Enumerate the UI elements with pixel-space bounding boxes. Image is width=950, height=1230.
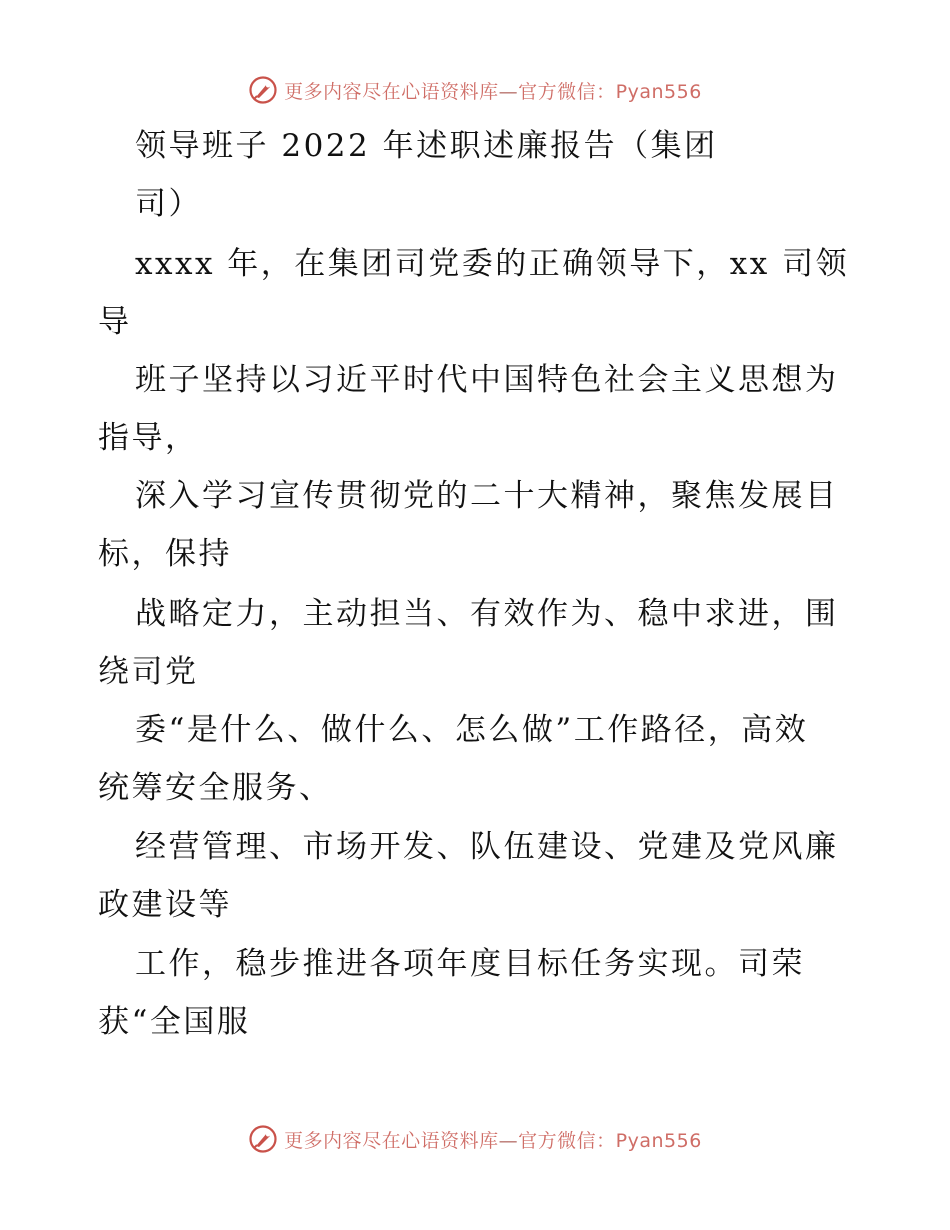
- paragraph-line: 标，保持: [98, 536, 232, 572]
- document-title-line-1: 领导班子 2022 年述职述廉报告（集团: [135, 128, 718, 164]
- paragraph-line: 指导，: [98, 420, 199, 456]
- pen-nib-circle-icon: [248, 1124, 278, 1154]
- paragraph-line: 战略定力，主动担当、有效作为、稳中求进，围: [135, 596, 839, 632]
- paragraph-line: 统筹安全服务、: [98, 770, 333, 806]
- paragraph-line: 绕司党: [98, 654, 199, 690]
- paragraph-line: 班子坚持以习近平时代中国特色社会主义思想为: [135, 362, 839, 398]
- paragraph-line: 经营管理、市场开发、队伍建设、党建及党风廉: [135, 829, 839, 865]
- paragraph-line: 获“全国服: [98, 1004, 251, 1040]
- watermark-text: 更多内容尽在心语资料库—官方微信：Pyan556: [284, 80, 702, 103]
- paragraph-line: 委“是什么、做什么、怎么做”工作路径，高效: [135, 712, 809, 748]
- paragraph-line: 工作，稳步推进各项年度目标任务实现。司荣: [135, 946, 805, 982]
- paragraph-line: 导: [98, 304, 132, 340]
- document-title-line-2: 司）: [135, 186, 202, 222]
- watermark-text: 更多内容尽在心语资料库—官方微信：Pyan556: [284, 1129, 702, 1152]
- watermark-banner-bottom: [0, 1121, 950, 1157]
- paragraph-line: 深入学习宣传贯彻党的二十大精神，聚焦发展目: [135, 478, 839, 514]
- paragraph-line: xxxx 年，在集团司党委的正确领导下，xx 司领: [135, 246, 850, 282]
- paragraph-line: 政建设等: [98, 887, 232, 923]
